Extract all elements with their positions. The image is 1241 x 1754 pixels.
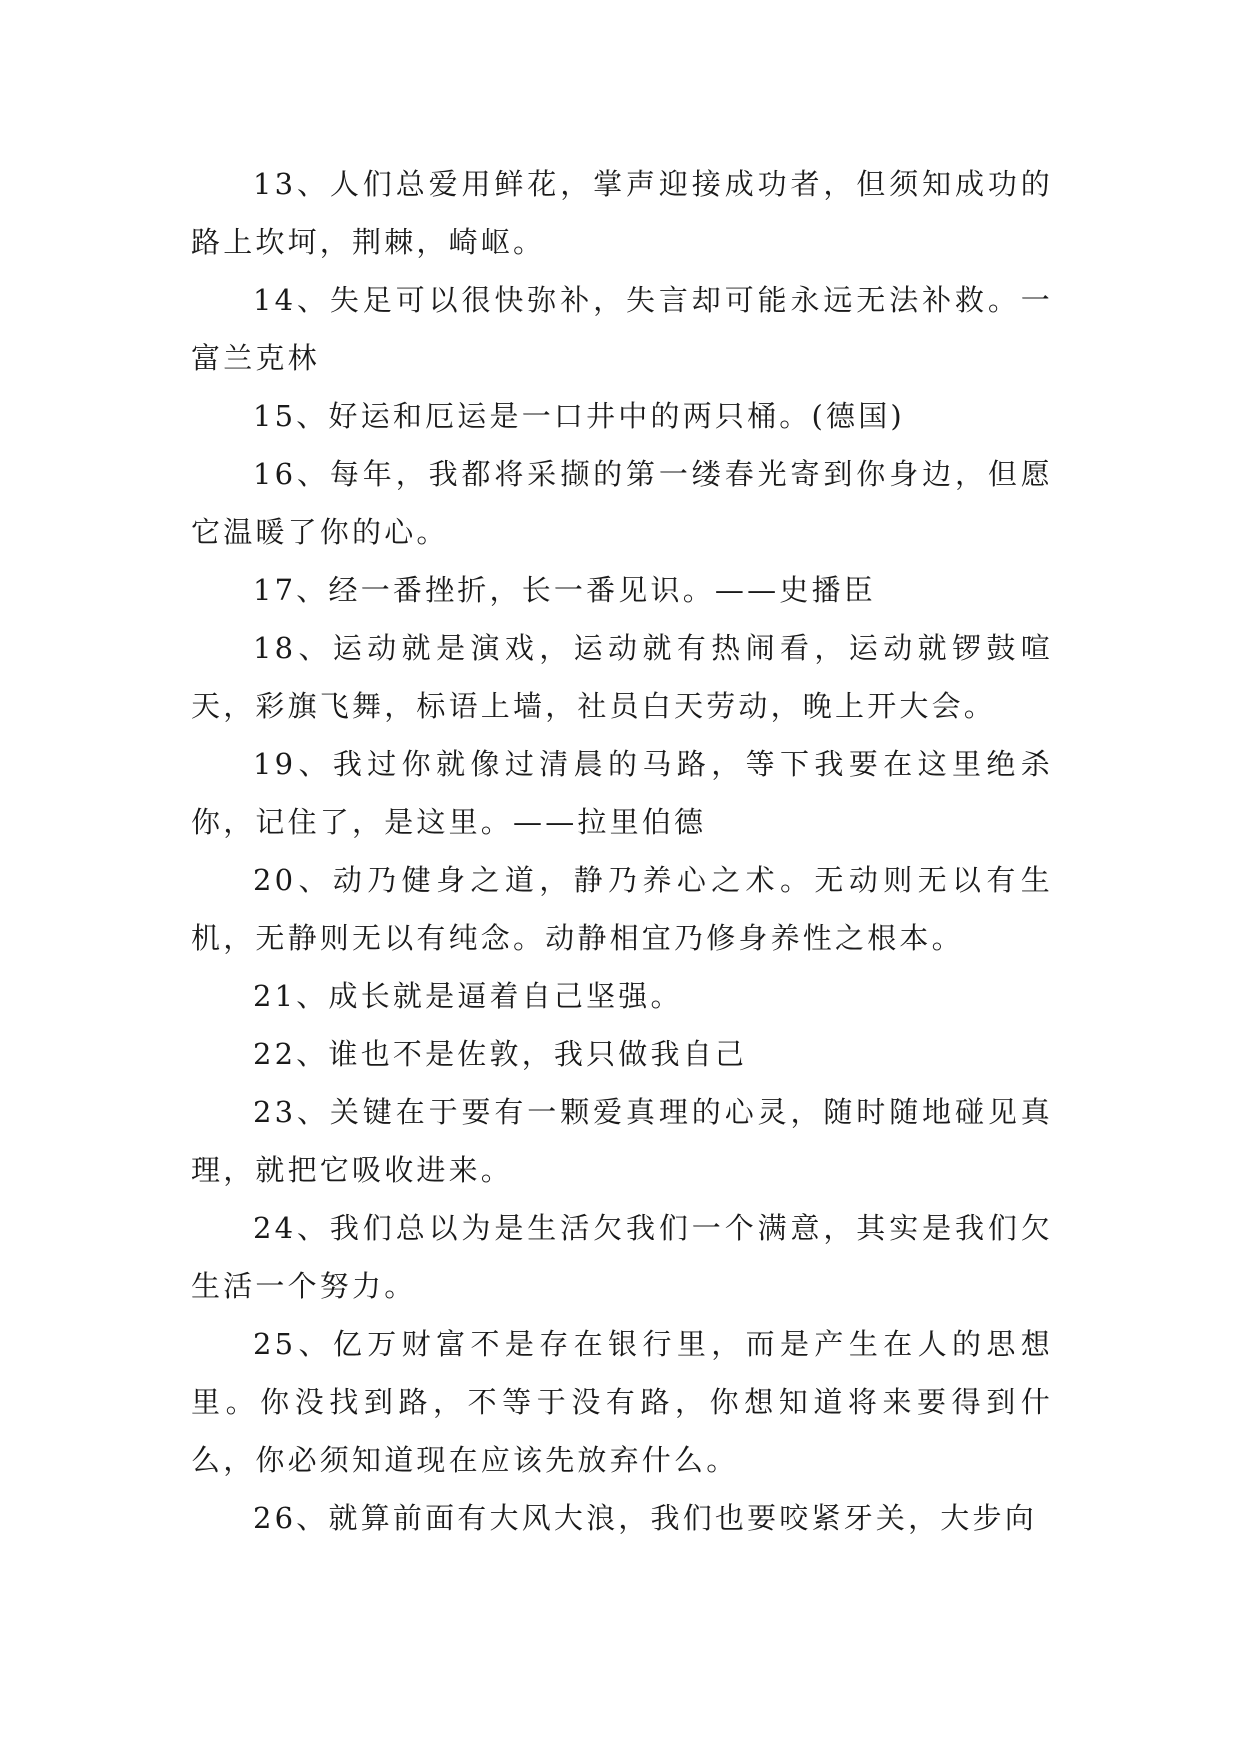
- document-body: [191, 155, 1053, 1547]
- paragraph-13: 13、人们总爱用鲜花，掌声迎接成功者，但须知成功的路上坎坷，荆棘，崎岖。: [191, 167, 1053, 259]
- paragraph-24: 24、我们总以为是生活欠我们一个满意，其实是我们欠生活一个努力。: [191, 1211, 1053, 1303]
- paragraph-18: 18、运动就是演戏，运动就有热闹看，运动就锣鼓喧天，彩旗飞舞，标语上墙，社员白天劳动，晚上开大会。: [191, 631, 1053, 723]
- paragraph-14: 14、失足可以很快弥补，失言却可能永远无法补救。一富兰克林: [191, 283, 1053, 375]
- paragraph-25: 25、亿万财富不是存在银行里，而是产生在人的思想里。你没找到路，不等于没有路，你想知道将来要得到什么，你必须知道现在应该先放弃什么。: [191, 1327, 1053, 1477]
- paragraph-19: 19、我过你就像过清晨的马路，等下我要在这里绝杀你，记住了，是这里。——拉里伯德: [191, 747, 1053, 839]
- paragraph-22: 22、谁也不是佐敦，我只做我自己: [253, 1037, 748, 1071]
- paragraph-16: 16、每年，我都将采撷的第一缕春光寄到你身边，但愿它温暖了你的心。: [191, 457, 1053, 549]
- paragraph-26: 26、就算前面有大风大浪，我们也要咬紧牙关，大步向: [253, 1501, 1037, 1535]
- paragraph-17: 17、经一番挫折，长一番见识。——史播臣: [253, 573, 876, 607]
- paragraph-23: 23、关键在于要有一颗爱真理的心灵，随时随地碰见真理，就把它吸收进来。: [191, 1095, 1053, 1187]
- paragraph-20: 20、动乃健身之道，静乃养心之术。无动则无以有生机，无静则无以有纯念。动静相宜乃修身养性之根本。: [191, 863, 1053, 955]
- paragraph-15: 15、好运和厄运是一口井中的两只桶。(德国): [253, 399, 905, 433]
- paragraph-21: 21、成长就是逼着自己坚强。: [253, 979, 683, 1013]
